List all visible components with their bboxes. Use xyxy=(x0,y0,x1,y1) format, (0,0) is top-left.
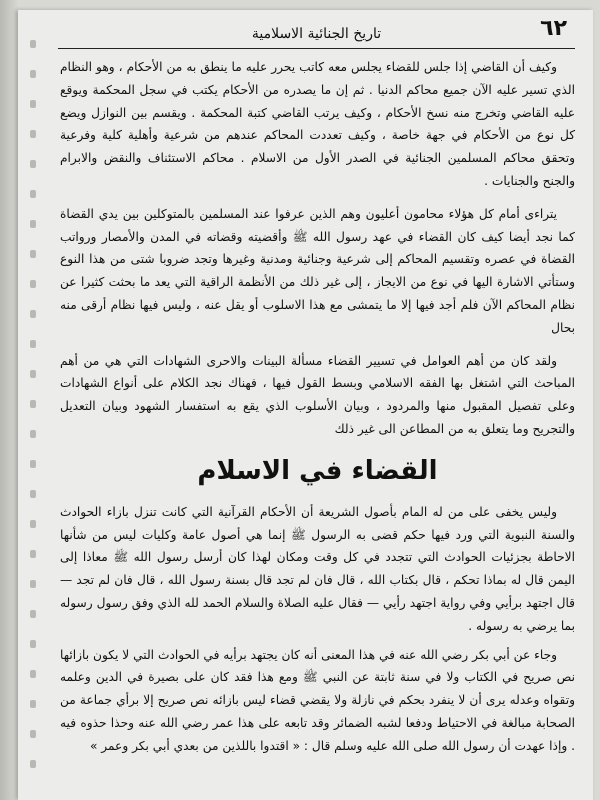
paragraph: يتراءى أمام كل هؤلاء محامون أعليون وهم الذين عرفوا عند المسلمين بالمتوكلين بين يدي القضاة كما نجد أيضا كيف كان القضاء في عهد رسول الله ﷺ وأقضيته وقضاته في المدن والأمصار ورواتب القضاة في عصره وتقسيم المحاكم إلى شرعية وجنائية ومدنية وغيرها وتجد ضروبا شتى من هذا النوع وستأتي الاشارة اليها في نوع من الايجاز ، إلى غير ذلك من الأنظمة الراقية التي يعد ما بحثت كثيرا عن نظام المحاكم الآن فلم أجد فيها إلا ما يتمشى مع هذا الاسلوب أو يقل عنه ، وليس فيها نظام أرقى منه بحال xyxy=(60,206,575,335)
binding-hole xyxy=(30,40,36,48)
binding-hole xyxy=(30,580,36,588)
binding-hole xyxy=(30,310,36,318)
binding-hole xyxy=(30,100,36,108)
paragraph: وكيف أن القاضي إذا جلس للقضاء يجلس معه كاتب يحرر عليه ما ينطق به من الأحكام ، وهو النظام الذي تسير عليه الآن جميع محاكم الدنيا . ثم إن ما يصدره من الأحكام يكتب في سجل المحكمة ويوقع عليه القاضي وتخرج منه نسخ الأحكام ، وكيف يرتب القاضي كتبة المحكمة . ويقسم بين النوازل ويضع كل نوع من الأحكام في جهة خاصة ، وكيف تعددت المحاكم عندهم من شرعية وأهلية كلية وفرعية وتحقق محاكم المسلمين الجنائية في الصدر الأول من الاسلام . محاكم الاستئناف والنقض والابرام والجنح والجنايات . xyxy=(60,60,575,188)
binding-hole xyxy=(30,730,36,738)
paragraph: وليس يخفى على من له المام بأصول الشريعة أن الأحكام القرآنية التي كانت تنزل بازاء الحوادث والسنة النبوية التي ورد فيها حكم قضى به الرسول ﷺ إنما هي أصول عامة وكليات ليس من شأنها الاحاطة بجزئيات الحوادث التي تتجدد في كل وقت ومكان لهذا كان أرسل رسول الله ﷺ معاذا إلى اليمن قال له بماذا تحكم ، قال بكتاب الله ، قال فان لم تجد قال بسنة رسول الله ، قال فان لم تجد — قال اجتهد برأيي وفي رواية اجتهد رأيي — فقال عليه الصلاة والسلام الحمد لله الذي وفق رسول رسوله بما يرضي به رسوله . xyxy=(60,504,575,633)
binding-hole xyxy=(30,190,36,198)
binding-hole xyxy=(30,640,36,648)
binding-hole xyxy=(30,340,36,348)
binding-hole xyxy=(30,430,36,438)
binding-hole xyxy=(30,70,36,78)
book-page xyxy=(18,10,593,800)
scan-left-margin xyxy=(0,0,20,800)
binding-hole xyxy=(30,250,36,258)
binding-hole xyxy=(30,160,36,168)
section-heading: القضاء في الاسلام xyxy=(197,455,438,486)
page-header xyxy=(58,16,575,49)
binding-hole xyxy=(30,460,36,468)
paragraph: ولقد كان من أهم العوامل في تسيير القضاء مسألة البينات والاحرى الشهادات التي هي من أهم المباحث التي اشتغل بها الفقه الاسلامي وبسط القول فيها ، فهناك نجد الكلام على أنواع الشهادات وعلى تفصيل المقبول منها والمردود ، وبيان الأسلوب الذي يقع به استفسار الشهود وبيان التعديل والتجريح وما يتعلق به من المطاعن الى غير ذلك xyxy=(60,353,575,436)
binding-hole xyxy=(30,700,36,708)
binding-holes xyxy=(18,30,50,800)
binding-hole xyxy=(30,370,36,378)
binding-hole xyxy=(30,550,36,558)
binding-hole xyxy=(30,490,36,498)
binding-hole xyxy=(30,400,36,408)
page-number: ٦٢ xyxy=(540,16,567,41)
binding-hole xyxy=(30,220,36,228)
binding-hole xyxy=(30,610,36,618)
running-title: تاريخ الجنائية الاسلامية xyxy=(251,26,382,42)
binding-hole xyxy=(30,280,36,288)
binding-hole xyxy=(30,670,36,678)
binding-hole xyxy=(30,520,36,528)
page-body xyxy=(60,56,575,764)
binding-hole xyxy=(30,130,36,138)
paragraph: وجاء عن أبي بكر رضي الله عنه في هذا المعنى أنه كان يجتهد برأيه في الحوادث التي لا يكون بازائها نص صريح في الكتاب ولا في سنة ثابتة عن النبي ﷺ ومع هذا فقد كان على بصيرة في الدين وعلمه وتقواه وعدله يرى أن لا ينفرد بحكم في نازلة ولا يقضي قضاء ليس بازائه نص صريح إلا برأي جماعة من الصحابة مبالغة في الاحتياط ودفعا لشبه الضمائر وقد تابعه على هذا عمر رضي الله عنه وحذا حذوه فيه . وإذا عهدت أن رسول الله صلى الله عليه وسلم قال : « اقتدوا باللذين من بعدي أبي بكر وعمر » xyxy=(60,647,575,753)
binding-hole xyxy=(30,760,36,768)
